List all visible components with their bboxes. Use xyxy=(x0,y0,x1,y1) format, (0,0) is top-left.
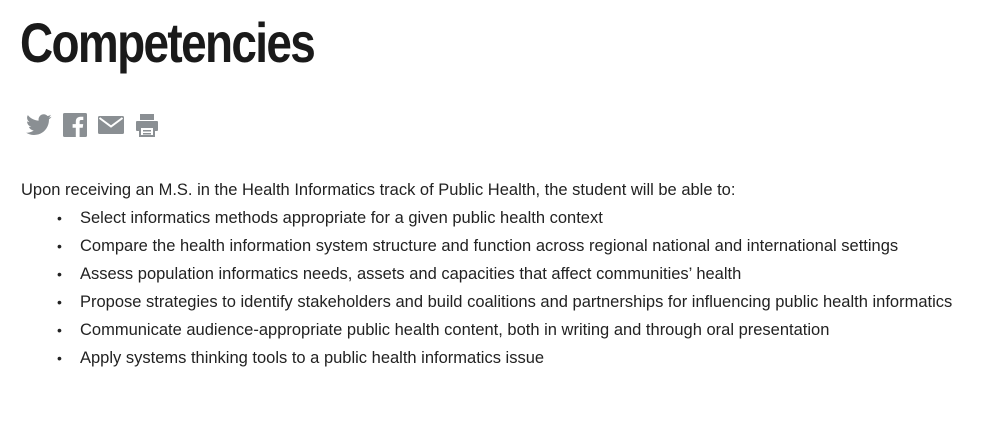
facebook-icon xyxy=(63,113,87,137)
email-icon xyxy=(98,116,124,134)
list-item: • Select informatics methods appropriate for a given public health context xyxy=(80,204,971,232)
print-button[interactable] xyxy=(134,112,160,138)
print-icon xyxy=(135,113,159,137)
list-item: • Assess population informatics needs, assets and capacities that affect communities’ health xyxy=(80,260,971,288)
twitter-share-button[interactable] xyxy=(26,112,52,138)
share-toolbar xyxy=(26,112,160,138)
email-share-button[interactable] xyxy=(98,112,124,138)
list-item: • Propose strategies to identify stakeholders and build coalitions and partnerships for influencing public health informatics xyxy=(80,288,971,316)
facebook-share-button[interactable] xyxy=(62,112,88,138)
competency-list xyxy=(21,204,971,372)
list-item: • Compare the health information system structure and function across regional national and international settings xyxy=(80,232,971,260)
page-title: Competencies xyxy=(20,11,315,74)
competencies-content xyxy=(21,176,971,372)
list-item: • Apply systems thinking tools to a public health informatics issue xyxy=(80,344,971,372)
twitter-icon xyxy=(26,114,52,136)
list-item: • Communicate audience-appropriate public health content, both in writing and through oral presentation xyxy=(80,316,971,344)
intro-text: Upon receiving an M.S. in the Health Informatics track of Public Health, the student will be able to: xyxy=(21,181,736,199)
